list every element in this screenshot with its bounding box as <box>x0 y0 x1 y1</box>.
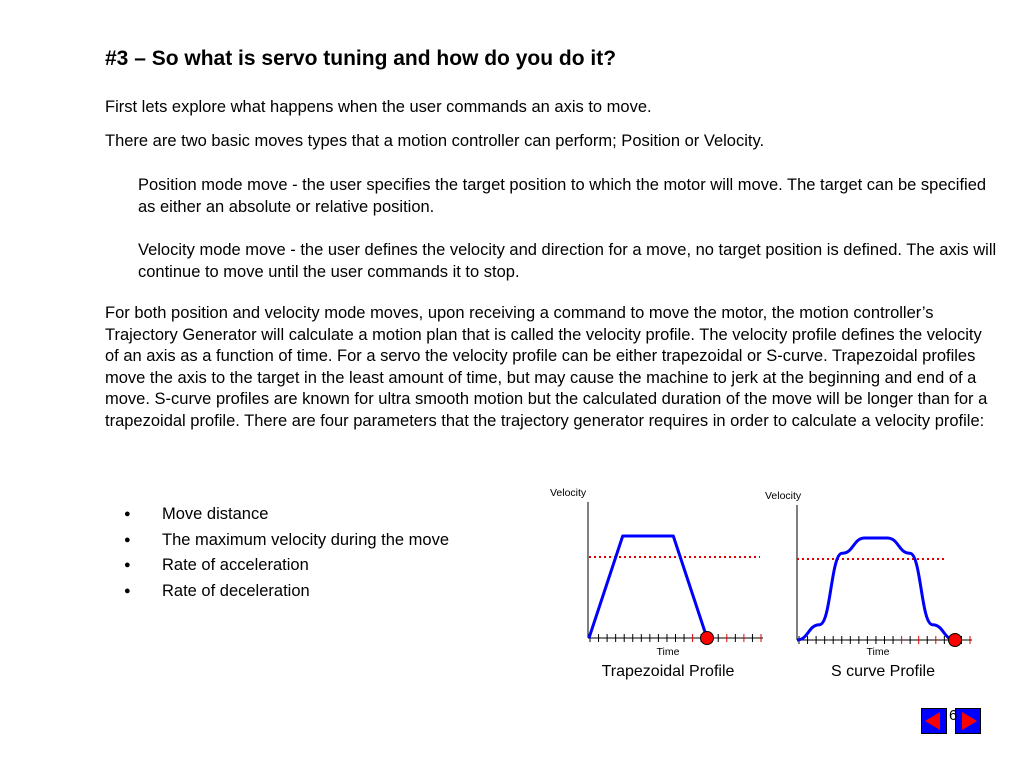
triangle-right-icon <box>956 709 980 733</box>
intro-line-2: There are two basic moves types that a motion controller can perform; Position or Velocity. <box>105 132 765 150</box>
x-axis-label: Time <box>656 646 680 658</box>
x-axis-label: Time <box>866 646 890 658</box>
list-item-text: Rate of deceleration <box>162 582 310 601</box>
next-slide-button[interactable] <box>955 708 981 734</box>
triangle-left-icon <box>922 709 946 733</box>
chart-title: Trapezoidal Profile <box>601 663 735 680</box>
bullet-icon: ● <box>124 585 131 598</box>
chart-title: S curve Profile <box>830 663 936 680</box>
velocity-profile-paragraph: For both position and velocity mode moves, upon receiving a command to move the motor, the motion controller’s Trajectory Generator will calculate a motion plan that is called the velocity profile. The velocity profile defines the velocity of an axis as a function of time. For a servo the velocity profile can be either trapezoidal or S-curve. Trapezoidal profiles move the axis to the target in the least amount of time, but may cause the machine to jerk at the beginning and end of a move. S-curve profiles are known for ultra smooth motion but the calculated duration of the move will be longer than for a trapezoidal profile. There are four parameters that the trajectory generator requires in order to calculate a velocity profile: <box>105 304 988 430</box>
slide-title: #3 – So what is servo tuning and how do you do it? <box>105 47 617 70</box>
list-item-text: Move distance <box>162 505 269 523</box>
list-item-text: Rate of acceleration <box>162 556 309 575</box>
y-axis-label: Velocity <box>765 490 802 502</box>
intro-line-1: First lets explore what happens when the user commands an axis to move. <box>105 98 652 116</box>
velocity-mode-description: Velocity mode move - the user defines the velocity and direction for a move, no target position is defined. The axis will continue to move until the user commands it to stop. <box>138 241 997 281</box>
list-item-text: The maximum velocity during the move <box>162 530 450 549</box>
end-point-marker <box>701 632 714 645</box>
end-point-marker <box>949 634 962 647</box>
bullet-icon: ● <box>124 533 131 546</box>
velocity-profile-line <box>797 538 955 640</box>
bullet-icon: ● <box>124 559 131 572</box>
velocity-profile-line <box>589 536 707 638</box>
position-mode-description: Position mode move - the user specifies the target position to which the motor will move. The target can be specified as either an absolute or relative position. <box>138 176 987 216</box>
y-axis-label: Velocity <box>550 487 587 499</box>
previous-slide-button[interactable] <box>921 708 947 734</box>
page-number: 6 <box>949 707 958 724</box>
bullet-icon: ● <box>124 508 131 520</box>
